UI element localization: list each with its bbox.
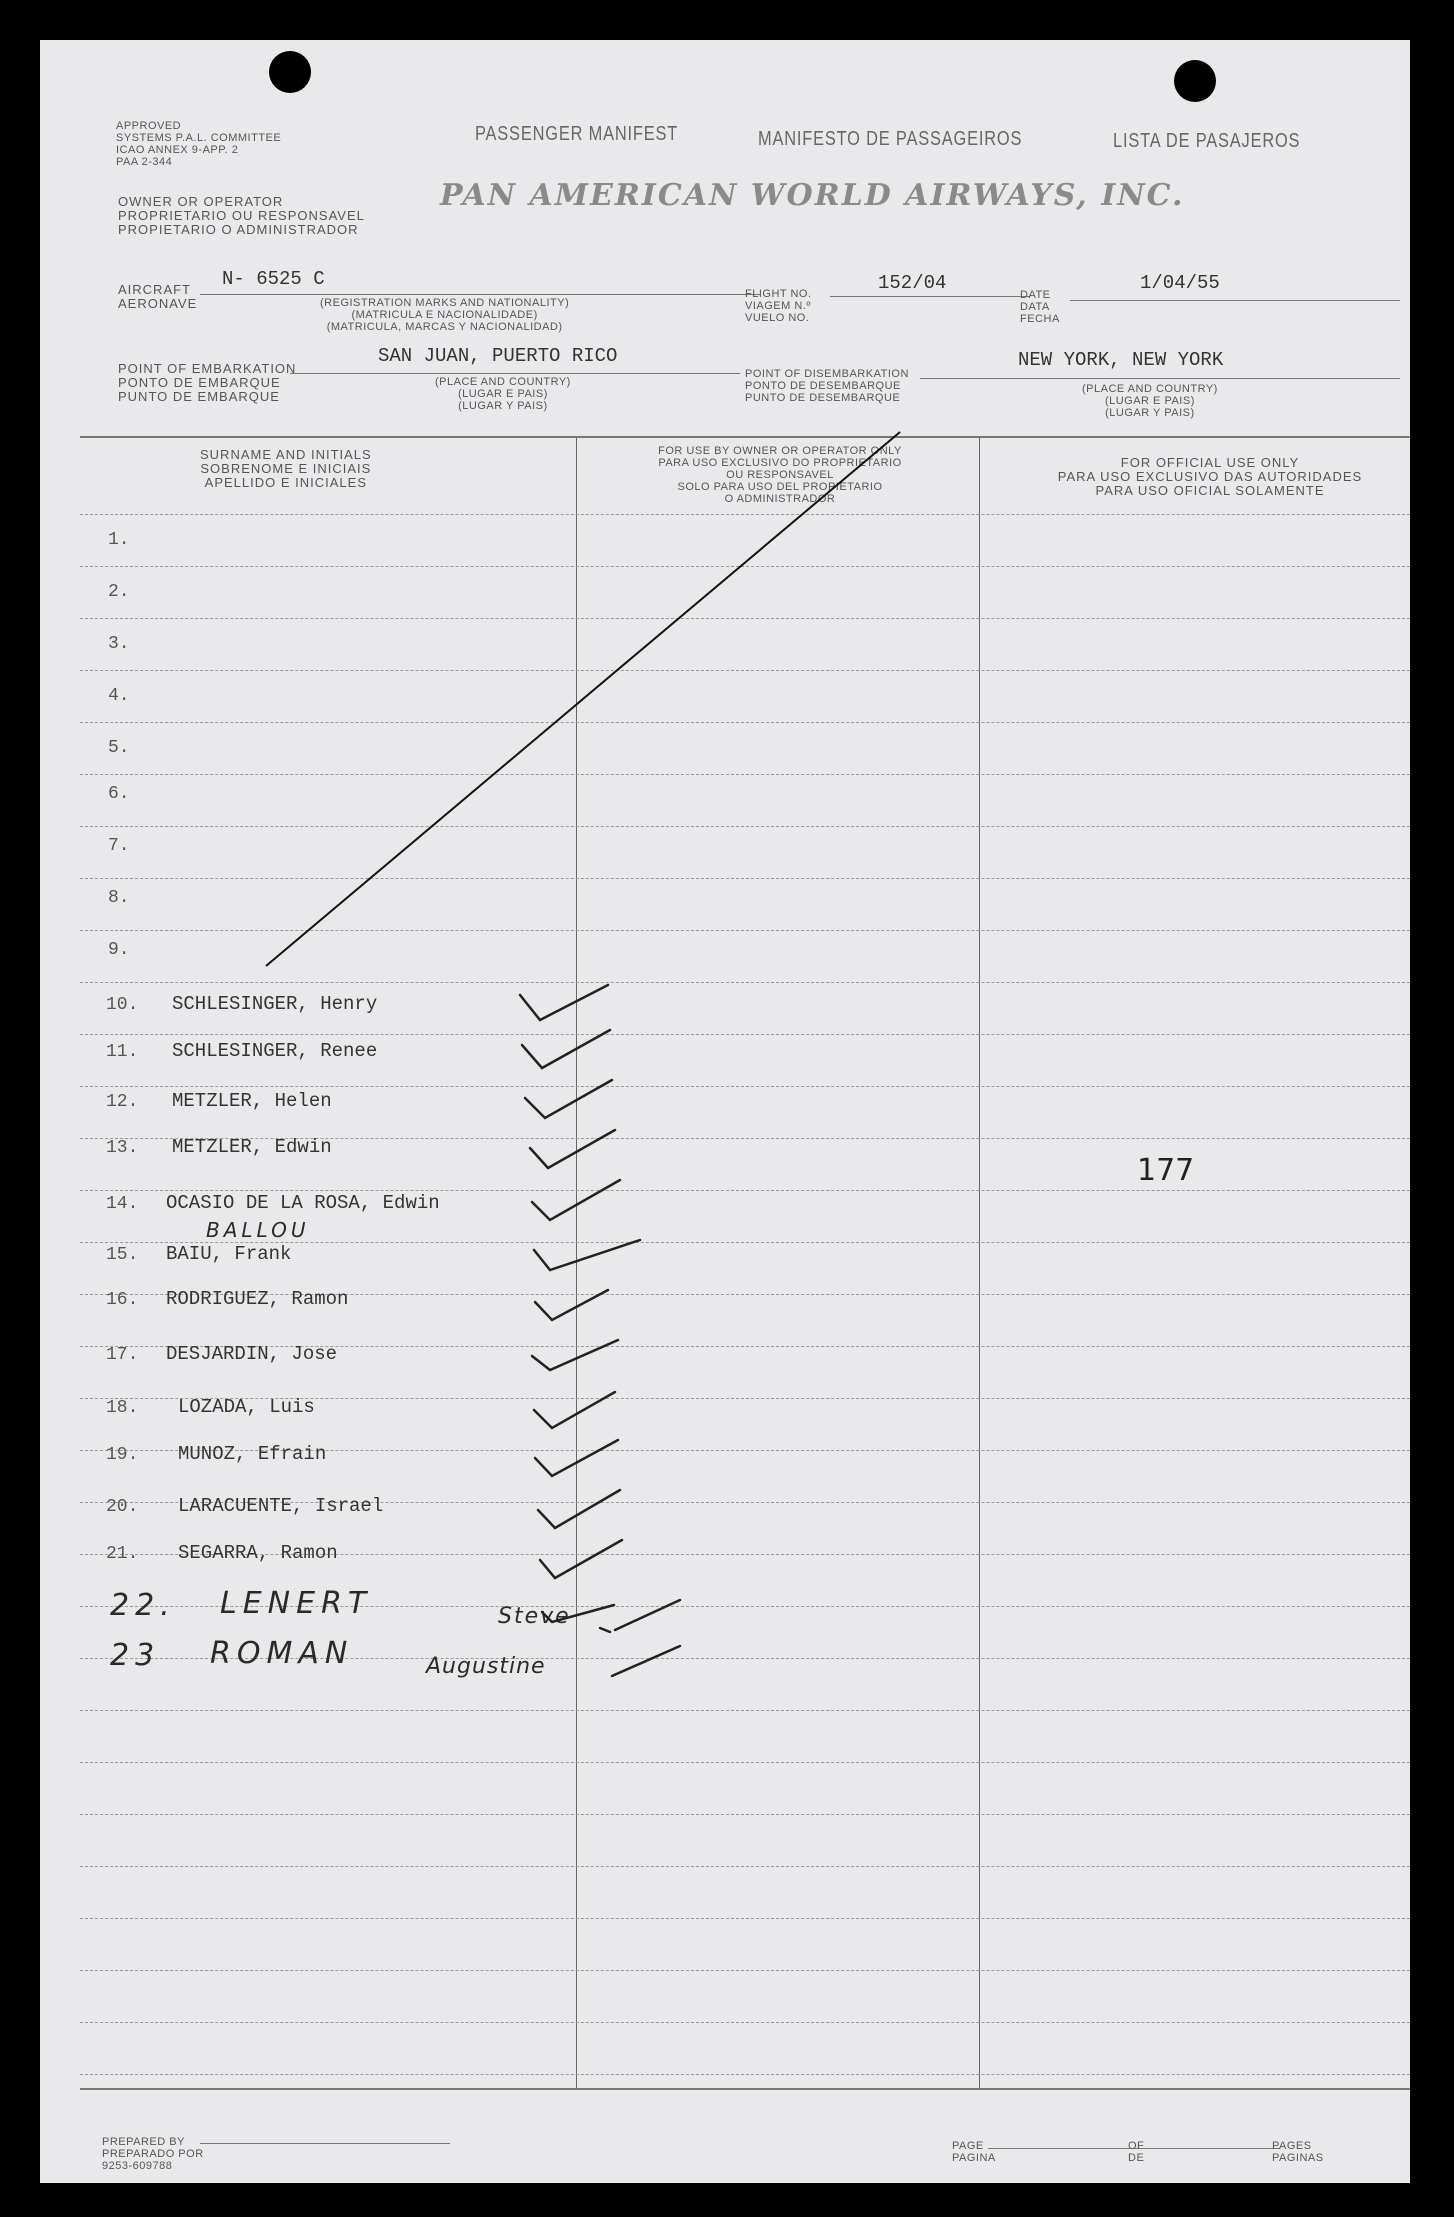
check-icon [525, 1080, 612, 1118]
official-count-stamp: 177 [1137, 1153, 1195, 1188]
passenger-name: SEGARRA, Ramon [178, 1542, 338, 1564]
passenger-name: LOZADA, Luis [178, 1396, 315, 1418]
flight-date: 1/04/55 [1140, 272, 1220, 294]
aircraft-registration: N- 6525 C [222, 268, 325, 290]
passenger-name: SCHLESINGER, Renee [172, 1040, 378, 1062]
check-icon [612, 1646, 680, 1676]
embarkation-place: SAN JUAN, PUERTO RICO [378, 345, 618, 367]
handwritten-given-name: Augustine [426, 1654, 546, 1679]
row-number: 15. [106, 1245, 139, 1265]
row-number: 2. [108, 582, 130, 602]
check-marks [520, 985, 680, 1676]
row-number: 9. [108, 940, 130, 960]
flight-number: 152/04 [878, 272, 947, 294]
row-number: 20. [106, 1497, 139, 1517]
row-number: 1. [108, 530, 130, 550]
manifest-sheet [40, 40, 1410, 2183]
disembarkation-label: POINT OF DISEMBARKATION PONTO DE DESEMBARQUE PUNTO DE DESEMBARQUE [745, 368, 909, 404]
pages-label: PAGES PAGINAS [1272, 2140, 1324, 2164]
check-icon [542, 1605, 614, 1622]
check-icon [534, 1392, 615, 1428]
row-number: 6. [108, 784, 130, 804]
row-number: 12. [106, 1092, 139, 1112]
title-portuguese: MANIFESTO DE PASSAGEIROS [758, 128, 1023, 150]
handwritten-surname: ROMAN [210, 1636, 354, 1671]
check-icon [532, 1180, 620, 1220]
passenger-name: LARACUENTE, Israel [178, 1495, 384, 1517]
airline-name: PAN AMERICAN WORLD AIRWAYS, INC. [440, 178, 1185, 213]
check-icon [535, 1440, 618, 1476]
column-header-owner-use: FOR USE BY OWNER OR OPERATOR ONLY PARA USO EXCLUSIVO DO PROPRIETARIO OU RESPONSAVEL SOLO PARA USO DEL PROPIETARIO O ADMINISTRADOR [658, 445, 902, 505]
passenger-name: DESJARDIN, Jose [166, 1343, 338, 1365]
flight-label: FLIGHT NO. VIAGEM N.º VUELO NO. [745, 288, 812, 324]
embarkation-label: POINT OF EMBARKATION PONTO DE EMBARQUE PUNTO DE EMBARQUE [118, 361, 297, 404]
passenger-name: OCASIO DE LA ROSA, Edwin [166, 1192, 440, 1214]
of-label: OF DE [1128, 2140, 1145, 2164]
embarkation-sub-label: (PLACE AND COUNTRY) (LUGAR E PAIS) (LUGAR Y PAIS) [435, 376, 571, 412]
aircraft-sub-label: (REGISTRATION MARKS AND NATIONALITY) (MATRICULA E NACIONALIDADE) (MATRICULA, MARCAS Y NACIONALIDAD) [320, 297, 570, 333]
row-number: 16. [106, 1290, 139, 1310]
row-number: 18. [106, 1398, 139, 1418]
handwritten-given-name: Steve [498, 1604, 571, 1629]
handwritten-surname: LENERT [220, 1586, 373, 1621]
title-english: PASSENGER MANIFEST [475, 123, 679, 145]
check-icon [534, 1240, 640, 1270]
annotation-overlay [40, 40, 1410, 2183]
check-icon [538, 1490, 620, 1528]
passenger-name: METZLER, Helen [172, 1090, 332, 1112]
aircraft-label: AIRCRAFT AERONAVE [118, 282, 198, 311]
check-icon [532, 1340, 618, 1370]
row-number: 3. [108, 634, 130, 654]
row-number: 7. [108, 836, 130, 856]
approval-block: APPROVED SYSTEMS P.A.L. COMMITTEE ICAO ANNEX 9-APP. 2 PAA 2-344 [116, 120, 282, 168]
row-number: 10. [106, 995, 139, 1015]
check-icon [615, 1600, 680, 1630]
title-spanish: LISTA DE PASAJEROS [1113, 130, 1301, 152]
handwritten-row-number: 23 [110, 1638, 161, 1673]
column-header-names: SURNAME AND INITIALS SOBRENOME E INICIAIS APELLIDO E INICIALES [200, 447, 372, 490]
date-label: DATE DATA FECHA [1020, 289, 1060, 325]
row-number: 14. [106, 1194, 139, 1214]
check-icon [540, 1540, 622, 1578]
row-number: 4. [108, 686, 130, 706]
row-number: 17. [106, 1345, 139, 1365]
check-icon [522, 1030, 610, 1068]
handwritten-row-number: 22. [110, 1588, 176, 1623]
check-icon [600, 1628, 610, 1632]
passenger-name: SCHLESINGER, Henry [172, 993, 378, 1015]
check-icon [530, 1130, 615, 1168]
passenger-name: BAIU, Frank [166, 1243, 292, 1265]
row-number: 13. [106, 1138, 139, 1158]
row-number: 21. [106, 1544, 139, 1564]
check-icon [535, 1290, 608, 1320]
handwritten-correction: BALLOU [206, 1218, 310, 1242]
row-number: 5. [108, 738, 130, 758]
passenger-name: RODRIGUEZ, Ramon [166, 1288, 349, 1310]
disembarkation-sub-label: (PLACE AND COUNTRY) (LUGAR E PAIS) (LUGAR Y PAIS) [1082, 383, 1218, 419]
void-strike-line [266, 432, 900, 966]
check-icon [520, 985, 608, 1020]
disembarkation-place: NEW YORK, NEW YORK [1018, 349, 1224, 371]
passenger-name: METZLER, Edwin [172, 1136, 332, 1158]
row-number: 8. [108, 888, 130, 908]
passenger-name: MUNOZ, Efrain [178, 1443, 327, 1465]
owner-label: OWNER OR OPERATOR PROPRIETARIO OU RESPONSAVEL PROPIETARIO O ADMINISTRADOR [118, 194, 365, 237]
page-label: PAGE PAGINA [952, 2140, 996, 2164]
column-header-official: FOR OFFICIAL USE ONLY PARA USO EXCLUSIVO DAS AUTORIDADES PARA USO OFICIAL SOLAMENTE [1057, 455, 1363, 498]
row-number: 19. [106, 1445, 139, 1465]
row-number: 11. [106, 1042, 139, 1062]
prepared-by-label: PREPARED BY PREPARADO POR 9253-609788 [102, 2136, 204, 2172]
